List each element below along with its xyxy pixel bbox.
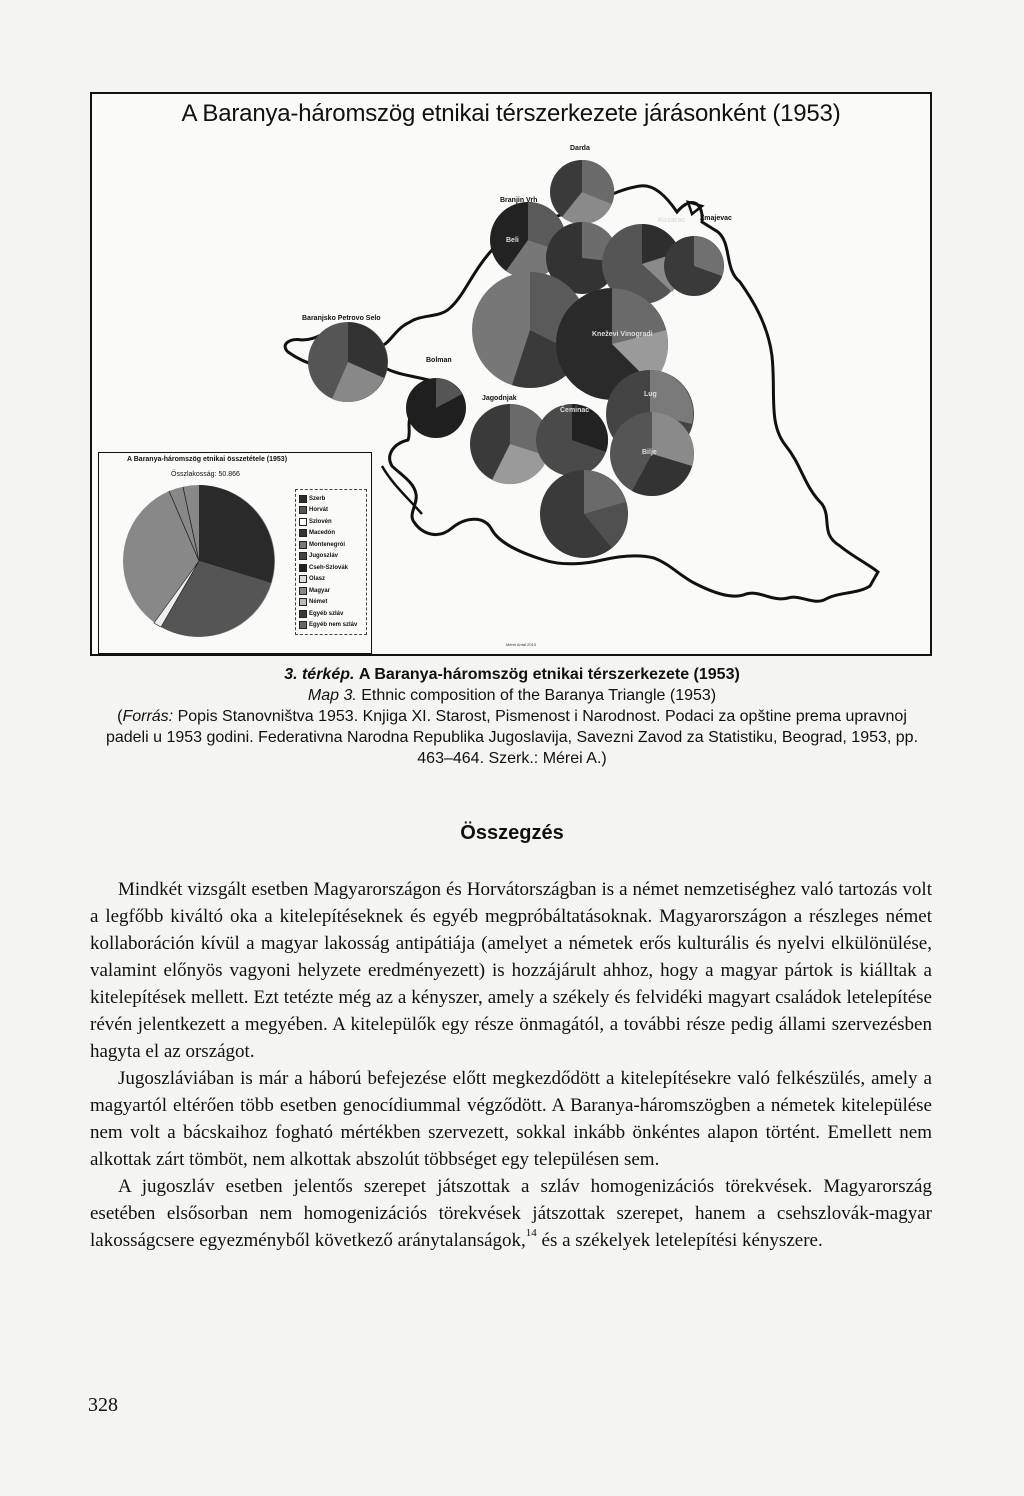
figure-caption (100, 664, 924, 769)
inset-title: A Baranya-háromszög etnikai összetétele (1953) (127, 456, 288, 463)
pie-bolman (406, 378, 466, 438)
legend-item: Egyéb szláv (299, 608, 363, 620)
paragraph-3-main: A jugoszláv esetben jelentős szerepet játszottak a szláv homogenizációs törekvések. Magyarország esetében elsősorban nem homogenizációs törekvések játszottak szerepet, hanem a csehszlovák-magyar lakosságcsere egyezményből következő aránytalanságok, (90, 1176, 932, 1251)
paragraph-3-end: és a székelyek letelepítési kényszere. (536, 1230, 823, 1251)
legend-swatch (299, 587, 307, 595)
paragraph-2: Jugoszláviában is már a háború befejezése előtt megkezdődött a kitelepítésekre való felkészülés, amely a magyartól eltérően több esetben genocídiummal végződött. A Baranya-háromszögben a németek kitelepülése nem volt a bácskaihoz fogható mértékben szervezett, sokkal inkább önkéntes alapon történt. Emellett nem alkottak zárt tömböt, nem alkottak abszolút többséget egy településen sem. (90, 1068, 932, 1170)
legend-item: Magyar (299, 585, 363, 597)
map-label-bolman: Bolman (426, 357, 452, 364)
legend-item: Montenegrói (299, 539, 363, 551)
legend-item: Egyéb nem szláv (299, 620, 363, 632)
caption-source-label: Forrás: (122, 708, 174, 725)
legend-item: Macedón (299, 528, 363, 540)
caption-en-label: Map 3. (307, 687, 357, 704)
legend-swatch (299, 621, 307, 629)
caption-source: (Forrás: Popis Stanovništva 1953. Knjiga XI. Starost, Pismenost i Narodnost. Podaci za opštine prema upravnoj padeli u 1953 godini. Federativna Narodna Republika Jugoslavija, Savezni Zavod za Statistiku, Beograd, 1953, pp. 463–464. Szerk.: Mérei A.) (105, 708, 919, 767)
legend-item: Szlovén (299, 516, 363, 528)
legend-item: Olasz (299, 574, 363, 586)
pie-cseminac (536, 404, 608, 476)
inset-legend (295, 489, 367, 635)
figure-title: A Baranya-háromszög etnikai térszerkezete járásonként (1953) (181, 100, 841, 127)
map-label-branjin-vrh: Branjin Vrh (500, 197, 538, 204)
footnote-ref[interactable]: 14 (525, 1227, 537, 1239)
legend-item: Horvát (299, 505, 363, 517)
map-label-beli: Beli (506, 237, 519, 244)
legend-item: Jugoszláv (299, 551, 363, 563)
pie-zmajevac (664, 236, 724, 296)
figure-footnote: Mérei Antal 2013 (506, 642, 537, 647)
legend-swatch (299, 541, 307, 549)
caption-title: A Baranya-háromszög etnikai térszerkezete (1953) (358, 666, 740, 683)
caption-line-en (100, 685, 924, 706)
legend-swatch (299, 495, 307, 503)
map-label-darda: Darda (570, 145, 590, 152)
caption-label: 3. térkép. (284, 666, 355, 683)
caption-source-text: Popis Stanovništva 1953. Knjiga XI. Starost, Pismenost i Narodnost. Podaci za opštine prema upravnoj padeli u 1953 godini. Federativna Narodna Republika Jugoslavija, Savezni Zavod za Statistiku, Beograd, 1953, pp. 463–464. Szerk.: Mérei A.) (105, 708, 919, 767)
ethnic-map-figure (90, 92, 932, 656)
legend-item: Német (299, 597, 363, 609)
pie-south (540, 470, 628, 558)
legend-item: Szerb (299, 493, 363, 505)
map-label-lug: Lug (644, 391, 657, 398)
map-label-bilje: Bilje (642, 449, 657, 456)
inset-pie (121, 483, 277, 639)
inset-chart (98, 452, 372, 654)
paragraph-3 (90, 1173, 932, 1254)
legend-item: Cseh-Szlovák (299, 562, 363, 574)
legend-swatch (299, 598, 307, 606)
legend-swatch (299, 552, 307, 560)
map-label-cseminac: Čeminac (560, 407, 590, 414)
map-label-knezevi-vinogradi: Kneževi Vinogradi (592, 331, 653, 338)
map-label-jagodnjak: Jagodnjak (482, 395, 517, 402)
caption-en-title: Ethnic composition of the Baranya Triangle (1953) (361, 687, 717, 704)
legend-swatch (299, 518, 307, 526)
legend-swatch (299, 564, 307, 572)
legend-swatch (299, 575, 307, 583)
pie-darda (550, 160, 614, 224)
pie-baranjsko-petrovo-selo (308, 322, 388, 402)
paragraph-1: Mindkét vizsgált esetben Magyarországon és Horvátországban is a német nemzetiséghez való tartozás volt a legfőbb kiváltó oka a kitelepítéseknek és egyéb megpróbáltatásoknak. Magyarországon a részleges német kollaboráción kívül a magyar lakosság antipátiája (amelyet a németek erős kulturális és nyelvi elkülönülése, valamint előnyös vagyoni helyzete eredményezett) is hozzájárult ahhoz, hogy a magyar pártok is kiálltak a kitelepítések mellett. Ezt tetézte még az a kényszer, amely a székely és felvidéki magyart családok letelepítése révén jelentkezett a megyében. A kitelepülők egy része önmagától, a további része pedig állami szervezésben hagyta el az országot. (90, 879, 932, 1062)
caption-line-hu (100, 664, 924, 685)
map-label-baranjsko-petrovo-selo: Baranjsko Petrovo Selo (302, 315, 381, 322)
inset-total: Összlakosság: 50.866 (171, 471, 240, 478)
map-label-kozarac: Kozarac (658, 217, 686, 224)
body-text (90, 876, 932, 1254)
page-number: 328 (88, 1394, 118, 1416)
section-heading: Összegzés (460, 822, 564, 844)
legend-swatch (299, 610, 307, 618)
map-label-zmajevac: Zmajevac (700, 215, 732, 222)
legend-swatch (299, 506, 307, 514)
legend-swatch (299, 529, 307, 537)
